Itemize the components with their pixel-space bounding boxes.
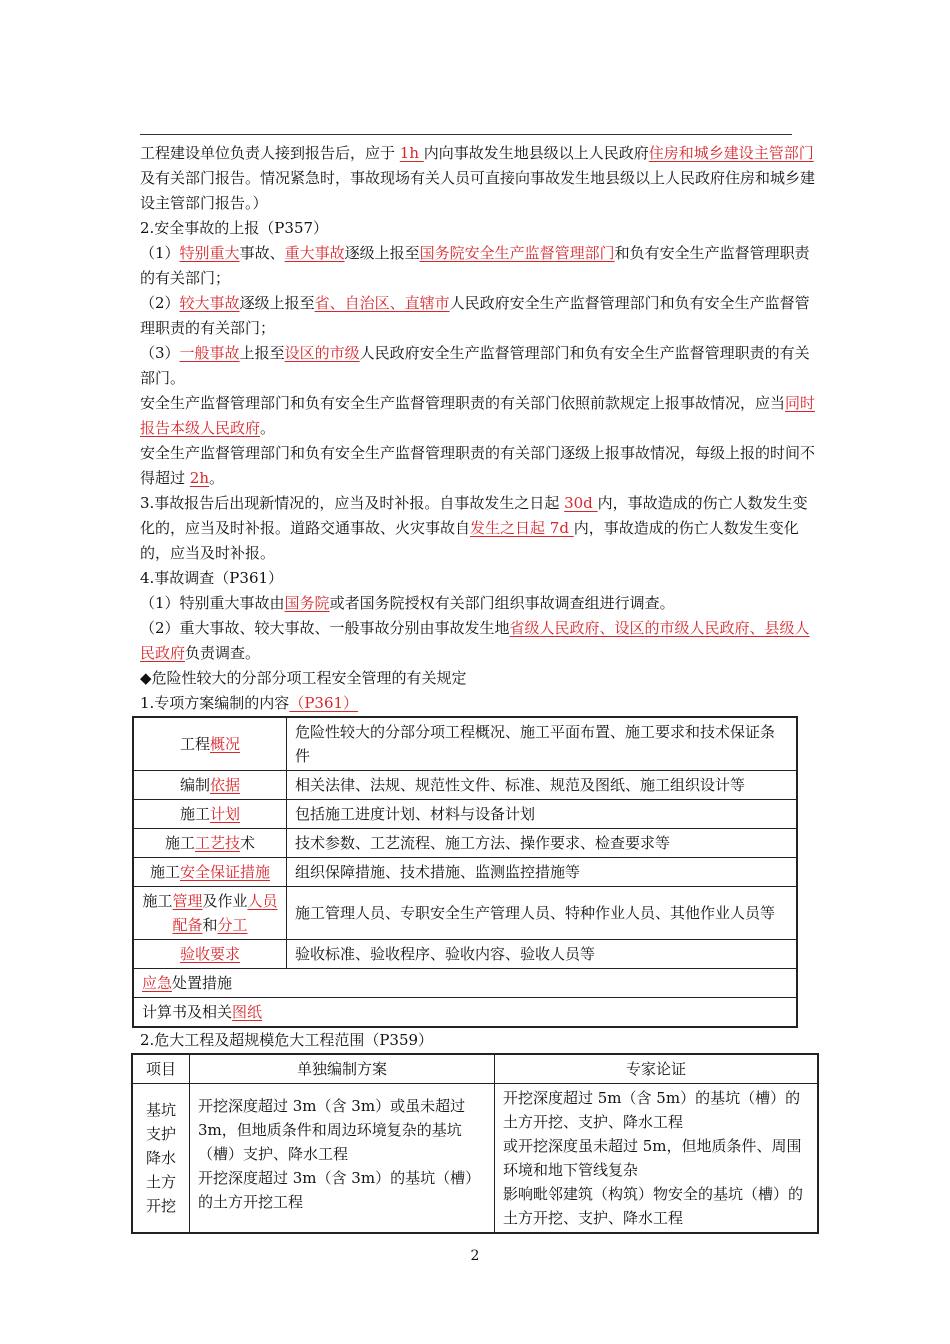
table-1-caption: 1.专项方案编制的内容（P361） [140, 694, 359, 712]
row-value: 验收标准、验收程序、验收内容、验收人员等 [287, 940, 798, 969]
row-key: 验收要求 [133, 940, 287, 969]
table-row [133, 800, 797, 829]
section-2-heading: 2.安全事故的上报（P357） [140, 219, 329, 237]
table-row [133, 771, 797, 800]
section-4-item-2: （2）重大事故、较大事故、一般事故分别由事故发生地省级人民政府、设区的市级人民政府、县级人民政府负责调查。 [140, 619, 810, 662]
table-row [133, 940, 797, 969]
table-row [133, 887, 797, 940]
expert-review-cell: 开挖深度超过 5m（含 5m）的基坑（槽）的土方开挖、支护、降水工程 或开挖深度虽未超过 5m，但地质条件、周围环境和地下管线复杂 影响毗邻建筑（构筑）物安全的基坑（槽）的土方开挖、支护、降水工程 [495, 1084, 819, 1234]
table-row [133, 829, 797, 858]
row-key: 施工计划 [133, 800, 287, 829]
intro-paragraph: 工程建设单位负责人接到报告后，应于 1h 内向事故发生地县级以上人民政府住房和城乡建设主管部门及有关部门报告。情况紧急时，事故现场有关人员可直接向事故发生地县级以上人民政府住房和城乡建设主管部门报告。） [140, 144, 816, 212]
row-key: 工程概况 [133, 717, 287, 771]
section-4-item-1: （1）特别重大事故由国务院或者国务院授权有关部门组织事故调查组进行调查。 [140, 594, 675, 612]
section-3-paragraph: 3.事故报告后出现新情况的，应当及时补报。自事故发生之日起 30d 内，事故造成的伤亡人数发生变化的，应当及时补报。道路交通事故、火灾事故自发生之日起 7d 内，事故造成的伤亡人数发生变化的，应当及时补报。 [140, 494, 808, 562]
row-full: 应急处置措施 [133, 969, 797, 998]
header-rule [140, 134, 792, 135]
table-row [133, 998, 797, 1028]
page-content [140, 141, 820, 1234]
row-value: 相关法律、法规、规范性文件、标准、规范及图纸、施工组织设计等 [287, 771, 798, 800]
row-value: 危险性较大的分部分项工程概况、施工平面布置、施工要求和技术保证条件 [287, 717, 798, 771]
section-2-item-1: （1）特别重大事故、重大事故逐级上报至国务院安全生产监督管理部门和负有安全生产监督管理职责的有关部门； [140, 244, 810, 287]
row-full: 计算书及相关图纸 [133, 998, 797, 1028]
separate-plan-cell: 开挖深度超过 3m（含 3m）或虽未超过 3m，但地质条件和周边环境复杂的基坑（槽）支护、降水工程 开挖深度超过 3m（含 3m）的基坑（槽）的土方开挖工程 [190, 1084, 495, 1234]
page-number: 2 [470, 1248, 480, 1264]
col-header-separate: 单独编制方案 [190, 1054, 495, 1084]
table-row [133, 969, 797, 998]
row-key: 施工管理及作业人员配备和分工 [133, 887, 287, 940]
scope-table [131, 1053, 819, 1234]
plan-content-table [132, 716, 798, 1028]
section-2-item-2: （2）较大事故逐级上报至省、自治区、直辖市人民政府安全生产监督管理部门和负有安全生产监督管理职责的有关部门； [140, 294, 810, 337]
row-value: 组织保障措施、技术措施、监测监控措施等 [287, 858, 798, 887]
row-key: 施工安全保证措施 [133, 858, 287, 887]
item-cell: 基坑 支护 降水 土方 开挖 [132, 1084, 190, 1234]
table-header-row [132, 1054, 818, 1084]
col-header-expert: 专家论证 [495, 1054, 819, 1084]
section-2-paragraph-5: 安全生产监督管理部门和负有安全生产监督管理职责的有关部门逐级上报事故情况，每级上报的时间不得超过 2h。 [140, 444, 816, 487]
section-2-paragraph-4: 安全生产监督管理部门和负有安全生产监督管理职责的有关部门依照前款规定上报事故情况，应当同时报告本级人民政府。 [140, 394, 816, 437]
row-value: 包括施工进度计划、材料与设备计划 [287, 800, 798, 829]
table-row [133, 717, 797, 771]
row-value: 施工管理人员、专职安全生产管理人员、特种作业人员、其他作业人员等 [287, 887, 798, 940]
col-header-item: 项目 [132, 1054, 190, 1084]
diamond-heading: ◆危险性较大的分部分项工程安全管理的有关规定 [140, 669, 467, 687]
table-row [132, 1084, 818, 1234]
row-key: 编制依据 [133, 771, 287, 800]
table-row [133, 858, 797, 887]
table-2-caption: 2.危大工程及超规模危大工程范围（P359） [140, 1031, 434, 1049]
row-key: 施工工艺技术 [133, 829, 287, 858]
row-value: 技术参数、工艺流程、施工方法、操作要求、检查要求等 [287, 829, 798, 858]
section-2-item-3: （3）一般事故上报至设区的市级人民政府安全生产监督管理部门和负有安全生产监督管理职责的有关部门。 [140, 344, 810, 387]
section-4-heading: 4.事故调查（P361） [140, 569, 284, 587]
